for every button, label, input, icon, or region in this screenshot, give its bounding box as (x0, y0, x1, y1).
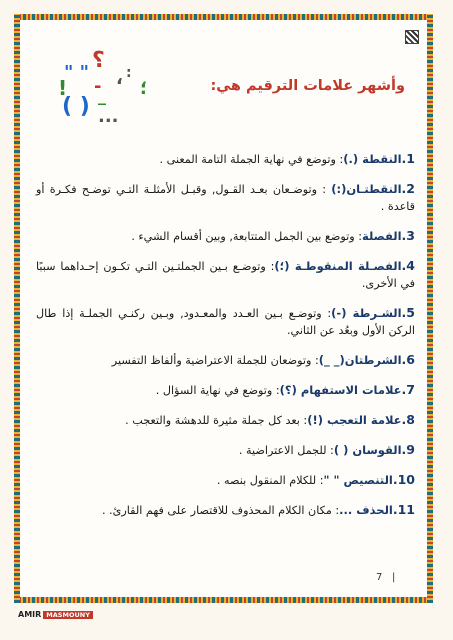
list-item: 3.الفصلة: وتوضع بين الجمل المتتابعة, وبين أقسام الشيء . (131, 228, 415, 243)
section-heading: وأشهر علامات الترقيم هي: (210, 78, 405, 94)
punctuation-illustration (60, 48, 160, 138)
colon-glyph: : (126, 65, 132, 81)
list-item: 11.الحذف ...: مكان الكلام المحذوف للاقتصار على فهم القارئ. . (101, 502, 415, 517)
corner-logo-icon (405, 30, 419, 44)
list-item: 2.النقطتـان(:) : وتوضـعان بعـد القـول, وقبـل الأمثلـة التـي توضـح فكـرة أو قاعدة . (36, 181, 415, 213)
list-item: 5.الشـرطة (-): وتوضـع بـين العـدد والمعـدود, وبـين ركنـي الجملـة إذا طال الركن الأول وبعُد عن الثاني. (36, 305, 415, 337)
semicolon-glyph: ؛ (140, 78, 148, 99)
list-item: 1.النقطة (.): وتوضع في نهاية الجملة التامة المعنى . (159, 151, 415, 166)
list-item: 4.الفصـلة المنقوطـة (؛): وتوضـع بـين الجملتـين التـي تكـون إحـداهما سببًا في الأخرى. (36, 258, 415, 290)
list-item: 8.علامة التعجب (!): بعد كل جملة مثيرة للدهشة والتعجب . (125, 412, 415, 427)
list-item: 6.الشرطتان(_ _): وتوضعان للجملة الاعتراضية وألفاظ التفسير (111, 352, 415, 367)
parens-glyph: ( ) (62, 94, 90, 119)
exclaim-glyph: ! (58, 76, 68, 100)
brand-second: MASMOUNY (43, 611, 93, 619)
quotes-glyph: " " (64, 62, 90, 83)
list-item: 7.علامات الاستفهام (؟): وتوضع في نهاية السؤال . (155, 382, 415, 397)
ellipsis-glyph: ... (98, 106, 119, 127)
page-separator: | (392, 572, 396, 583)
comma-glyph: ، (116, 68, 123, 89)
dash-glyph: - (94, 76, 102, 97)
punctuation-list (36, 150, 415, 531)
page-number: 7 (376, 572, 383, 583)
list-item: 10.التنصيص " ": للكلام المنقول بنصه . (216, 472, 415, 487)
underscore-glyph: _ (98, 86, 106, 105)
brand-logo (18, 610, 93, 619)
question-mark-glyph: ؟ (92, 48, 105, 73)
brand-first: AMIR (18, 610, 42, 619)
list-item: 9.القوسان ( ): للجمل الاعتراضية . (238, 442, 415, 457)
